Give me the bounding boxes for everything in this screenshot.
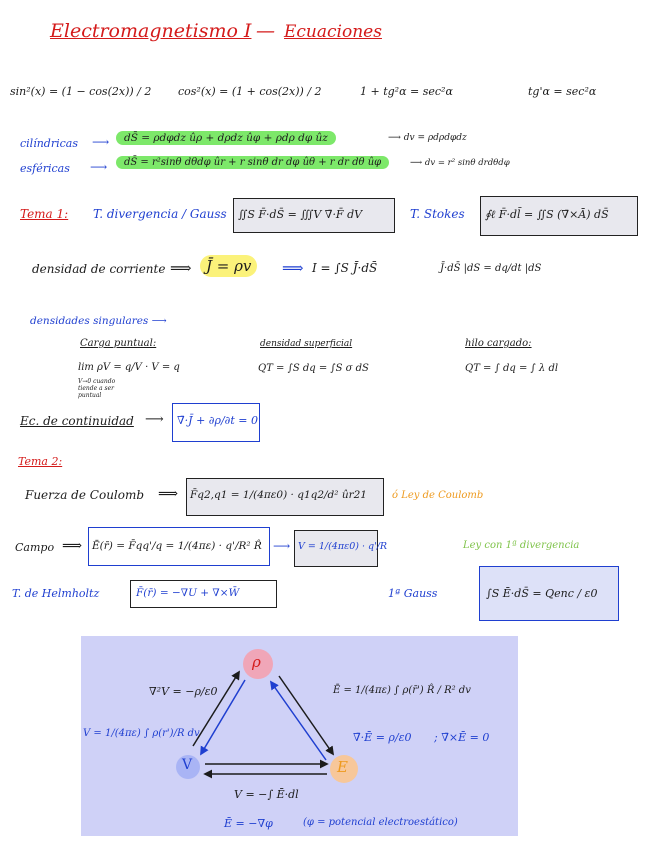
continuity-arrow: ⟶ <box>145 412 164 427</box>
e-from-v-note: (φ = potencial electroestático) <box>303 817 458 828</box>
point-charge-note: V→0 cuando tiende a ser puntual <box>78 378 116 399</box>
field-eq: Ē(r̄) = F̄qq'/q = 1/(4πε) · q'/R² R̂ <box>92 540 262 552</box>
cilindricas-volume-element: ⟶ dv = ρdρdφdz <box>388 133 467 143</box>
coulomb-eq: F̄q2,q1 = 1/(4πε0) · q1q2/d² ûr21 <box>190 489 367 501</box>
helmholtz-eq: F̄(r̄) = −∇U + ∇×W̄ <box>136 587 240 599</box>
esfericas-volume-element: ⟶ dv = r² sinθ drdθdφ <box>410 158 510 168</box>
continuity-label: Ec. de continuidad <box>20 414 134 428</box>
v-from-e-eq: V = −∫ Ē·dl <box>234 788 299 801</box>
potential-arrow: ⟶ <box>273 539 291 553</box>
electrostatics-diagram <box>81 636 518 836</box>
surface-density-eq: QT = ∫S dq = ∫S σ dS <box>258 363 369 374</box>
current-density-arrow: ⟹ <box>170 259 192 277</box>
node-v-label: V <box>182 757 193 773</box>
node-e-label: E <box>337 758 348 776</box>
coulomb-arrow: ⟹ <box>158 486 179 502</box>
field-label: Campo <box>15 541 55 554</box>
tema2-label: Tema 2: <box>18 455 63 468</box>
esfericas-label: esféricas <box>20 162 70 175</box>
identity-cos2: cos²(x) = (1 + cos(2x)) / 2 <box>178 85 322 98</box>
e-from-rho-eq: Ē = 1/(4πε) ∫ ρ(r̄') R̂ / R² dv <box>333 685 471 696</box>
page-subtitle: Ecuaciones <box>284 22 382 42</box>
surface-density-title: densidad superficial <box>260 339 353 349</box>
continuity-eq: ∇̄·J̄ + ∂ρ/∂t = 0 <box>177 414 258 427</box>
point-charge-eq: lim ρV = q/V · V = q <box>78 362 180 373</box>
page-title: Electromagnetismo I <box>50 20 252 42</box>
cilindricas-arrow: ⟶ <box>92 135 110 149</box>
arrow-e-to-rho <box>271 682 326 760</box>
esfericas-surface-element: dS̄ = r²sinθ dθdφ ûr + r sinθ dr dφ ûθ + r dr dθ ûφ <box>116 156 389 169</box>
div-e-eq: ∇̄·Ē = ρ/ε0 <box>353 731 412 744</box>
potential-eq: V = 1/(4πε0) · q'/R <box>298 541 388 552</box>
identity-sec: 1 + tg²α = sec²α <box>360 85 453 98</box>
cilindricas-label: cilíndricas <box>20 137 78 150</box>
green-divergence-note: Ley con 1ª divergencia <box>463 540 580 551</box>
current-integral-eq: I = ∫S J̄·dS̄ <box>312 261 378 275</box>
identity-tg-derivative: tg'α = sec²α <box>528 85 597 98</box>
arrow-rho-to-e <box>279 676 333 754</box>
helmholtz-label: T. de Helmholtz <box>12 587 100 600</box>
divergence-theorem-label: T. divergencia / Gauss <box>93 207 227 221</box>
current-density-label: densidad de corriente <box>32 262 166 276</box>
v-from-rho-eq: V = 1/(4πε) ∫ ρ(r')/R dv <box>83 728 200 739</box>
identity-sin2: sin²(x) = (1 − cos(2x)) / 2 <box>10 85 152 98</box>
gauss-eq: ∫S Ē·dS̄ = Qenc / ε0 <box>486 587 598 600</box>
stokes-label: T. Stokes <box>410 207 465 221</box>
current-arrow: ⟹ <box>282 259 304 277</box>
coulomb-law-note: ó Ley de Coulomb <box>392 490 484 501</box>
divergence-theorem-eq: ∬S F̄·dS̄ = ∭V ∇̄·F̄ dV <box>238 208 363 221</box>
tema1-label: Tema 1: <box>20 207 69 221</box>
field-arrow: ⟹ <box>62 538 83 554</box>
stokes-theorem-eq: ∮ℓ F̄·dl̄ = ∬S (∇̄×Ā) dS̄ <box>485 208 609 221</box>
current-flux-eq: J̄·dS̄ |dS = dq/dt |dS <box>440 263 542 274</box>
title-dash: — <box>256 20 275 42</box>
gauss-label: 1ª Gauss <box>388 587 438 600</box>
line-charge-title: hilo cargado: <box>465 338 532 349</box>
node-rho-label: ρ <box>252 653 261 671</box>
e-from-v-eq: Ē = −∇φ <box>224 817 273 830</box>
curl-e-eq: ; ∇̄×Ē = 0 <box>434 731 490 744</box>
coulomb-label: Fuerza de Coulomb <box>25 488 145 502</box>
singular-densities-label: densidades singulares ⟶ <box>30 315 167 327</box>
line-charge-eq: QT = ∫ dq = ∫ λ dl <box>465 363 559 374</box>
point-charge-title: Carga puntual: <box>80 338 157 349</box>
poisson-eq: ∇²V = −ρ/ε0 <box>149 685 218 698</box>
current-density-eq: J̄ = ρv <box>200 255 257 277</box>
esfericas-arrow: ⟶ <box>90 160 108 174</box>
cilindricas-surface-element: dS̄ = ρdφdz ûρ + dρdz ûφ + ρdρ dφ ûz <box>116 131 336 145</box>
